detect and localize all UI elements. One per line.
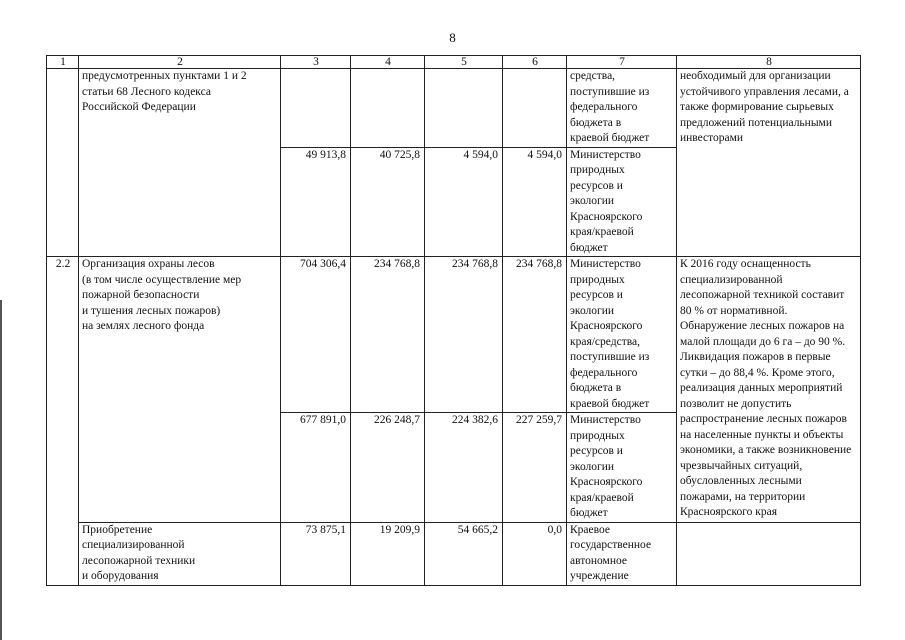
value-cell: 19 209,9 [351,522,425,585]
value-cell [351,69,425,148]
value-cell: 677 891,0 [281,413,351,523]
value-cell: 4 594,0 [425,147,503,257]
value-cell: 234 768,8 [503,257,567,413]
value-cell [503,69,567,148]
header-cell: 8 [677,56,861,69]
table-row [47,257,861,413]
table-row [47,522,861,585]
scan-edge-line [0,300,2,640]
value-cell: 40 725,8 [351,147,425,257]
header-row [47,56,861,69]
header-cell: 3 [281,56,351,69]
value-cell: 73 875,1 [281,522,351,585]
value-cell: 0,0 [503,522,567,585]
row-number-cell: 2.2 [47,257,79,586]
value-cell [281,69,351,148]
program-table [46,55,861,586]
header-cell: 1 [47,56,79,69]
header-cell: 4 [351,56,425,69]
funding-source-cell: средства, поступившие из федерального бюджета в краевой бюджет [567,69,677,148]
result-cell [677,522,861,585]
header-cell: 6 [503,56,567,69]
value-cell [425,69,503,148]
header-cell: 5 [425,56,503,69]
value-cell: 226 248,7 [351,413,425,523]
value-cell: 224 382,6 [425,413,503,523]
value-cell: 234 768,8 [351,257,425,413]
header-cell: 7 [567,56,677,69]
funding-source-cell: Краевое государственное автономное учреждение [567,522,677,585]
description-cell: Приобретение специализированной лесопожарной техники и оборудования [79,522,281,585]
row-number-cell [47,69,79,257]
table-row [47,69,861,148]
funding-source-cell: Министерство природных ресурсов и экологии Красноярского края/краевой бюджет [567,147,677,257]
page-number: 8 [449,30,456,45]
value-cell: 54 665,2 [425,522,503,585]
funding-source-cell: Министерство природных ресурсов и экологии Красноярского края/краевой бюджет [567,413,677,523]
description-cell: Организация охраны лесов (в том числе осуществление мер пожарной безопасности и тушения лесных пожаров) на землях лесного фонда [79,257,281,523]
result-cell: необходимый для организации устойчивого управления лесами, а также формирование сырьевых предложений потенциальными инвесторами [677,69,861,257]
value-cell: 49 913,8 [281,147,351,257]
result-cell: К 2016 году оснащенность специализированной лесопожарной техникой составит 80 % от нормативной. Обнаружение лесных пожаров на малой площади до 6 га – до 90 %. Ликвидация пожаров в первые сутки – до 88,4 %. Кроме этого, реализация данных мероприятий позволит не допустить распространение лесных пожаров на населенные пункты и объекты экономики, а также возникновение чрезвычайных ситуаций, обусловленных лесными пожарами, на территории Красноярского края [677,257,861,523]
value-cell: 4 594,0 [503,147,567,257]
description-cell: предусмотренных пунктами 1 и 2 статьи 68 Лесного кодекса Российской Федерации [79,69,281,257]
header-cell: 2 [79,56,281,69]
value-cell: 234 768,8 [425,257,503,413]
funding-source-cell: Министерство природных ресурсов и экологии Красноярского края/средства, поступившие из федерального бюджета в краевой бюджет [567,257,677,413]
value-cell: 227 259,7 [503,413,567,523]
value-cell: 704 306,4 [281,257,351,413]
